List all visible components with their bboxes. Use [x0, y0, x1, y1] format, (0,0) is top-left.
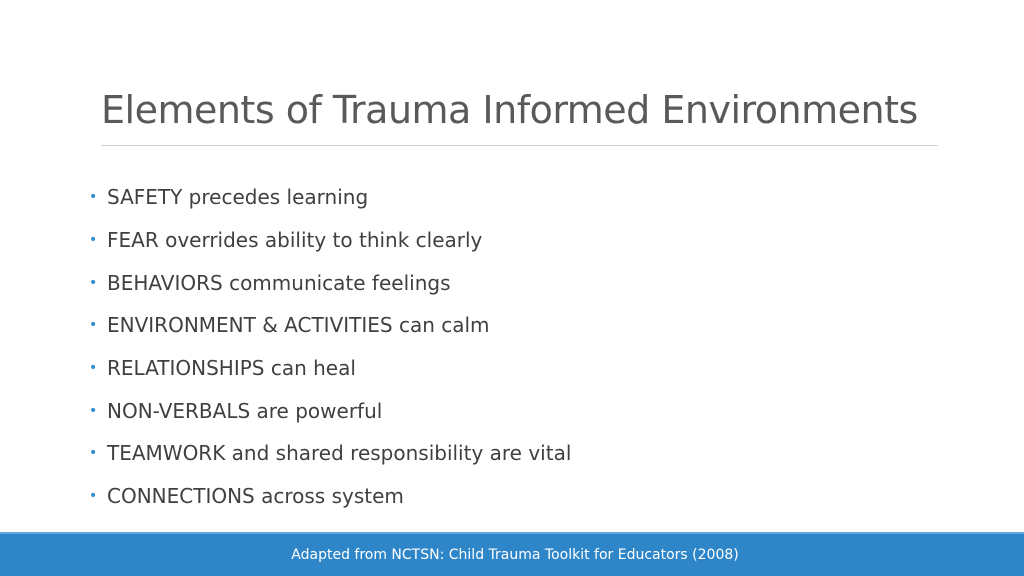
bullet-text: BEHAVIORS communicate feelings — [107, 270, 451, 295]
bullet-dot-icon: • — [89, 402, 98, 419]
footer-bar — [0, 532, 1024, 576]
bullet-dot-icon: • — [89, 445, 98, 462]
bullet-dot-icon: • — [89, 360, 98, 377]
bullet-text: ENVIRONMENT & ACTIVITIES can calm — [107, 313, 490, 338]
bullet-text: NON-VERBALS are powerful — [107, 398, 383, 423]
bullet-dot-icon: • — [89, 317, 98, 334]
bullet-text: CONNECTIONS across system — [107, 484, 404, 509]
bullet-text: TEAMWORK and shared responsibility are vital — [107, 441, 572, 466]
bullet-item — [89, 304, 571, 347]
bullet-item — [89, 432, 571, 475]
bullet-dot-icon: • — [89, 274, 98, 291]
bullet-dot-icon: • — [89, 488, 98, 505]
bullet-text: FEAR overrides ability to think clearly — [107, 228, 483, 253]
bullet-text: RELATIONSHIPS can heal — [107, 356, 356, 381]
bullet-item — [89, 389, 571, 432]
bullet-dot-icon: • — [89, 232, 98, 249]
bullet-item — [89, 176, 571, 219]
bullet-item — [89, 219, 571, 262]
footer-citation: Adapted from NCTSN: Child Trauma Toolkit for Educators (2008) — [291, 547, 739, 563]
slide-title: Elements of Trauma Informed Environments — [101, 88, 918, 132]
bullet-dot-icon: • — [89, 189, 98, 206]
bullet-text: SAFETY precedes learning — [107, 185, 369, 210]
bullet-item — [89, 261, 571, 304]
bullet-item — [89, 475, 571, 518]
bullet-list — [89, 176, 571, 518]
title-divider — [101, 145, 938, 146]
bullet-item — [89, 347, 571, 390]
